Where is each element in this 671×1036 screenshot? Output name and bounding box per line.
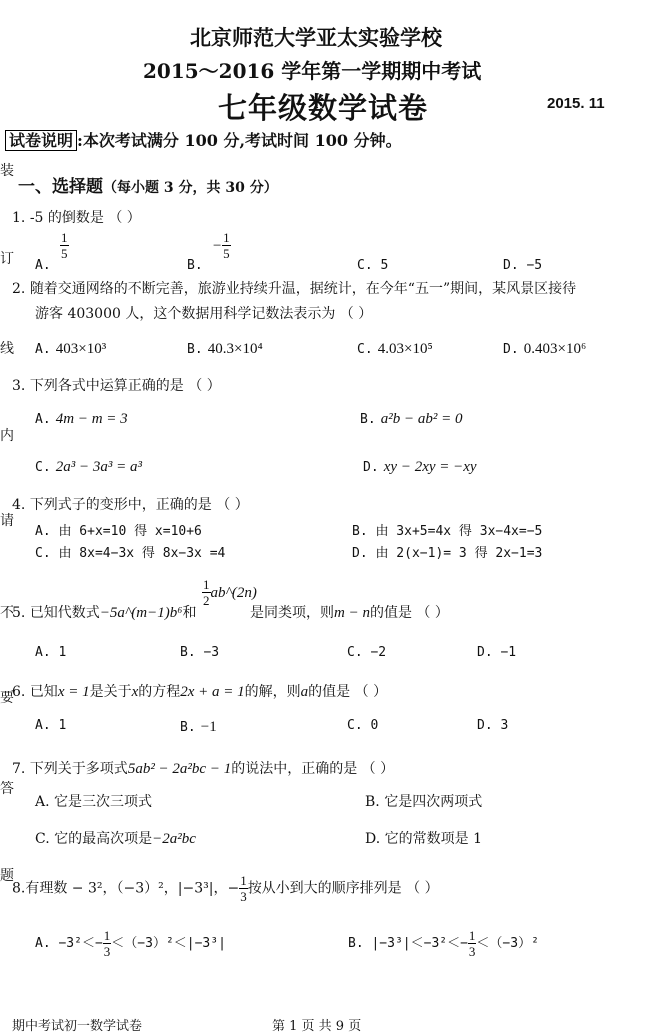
q5-fraction: $\frac{1}{2}$ ab^(2n) [203, 577, 257, 608]
q2-option-b: B. 40.3×10⁴ [187, 341, 263, 357]
q6-option-c: C. 0 [347, 718, 379, 733]
question-number: 1. [12, 210, 26, 226]
question-number: 3. [12, 378, 26, 394]
q5-expr-3: m − n [334, 605, 370, 621]
instructions-label: 试卷说明 [5, 130, 77, 151]
q4-option-b: B. 由 3x+5=4x 得 3x−4x=−5 [352, 524, 543, 539]
q6-expr-1: x = 1 [57, 684, 90, 700]
q6-option-d: D. 3 [477, 718, 509, 733]
q1-option-b-fraction: − $\frac{1}{5}$ [212, 230, 230, 261]
instructions [5, 128, 402, 151]
side-mark: 不 [0, 605, 14, 621]
question-number: 4. [12, 497, 26, 513]
question-number: 7. [12, 761, 26, 777]
question-number: 8. [12, 880, 26, 897]
exam-date: 2015. 11 [547, 95, 605, 112]
q5-option-a: A. 1 [35, 645, 67, 660]
q1-option-b: B. [187, 258, 203, 273]
q7-option-a: A. 它是三次三项式 [35, 794, 153, 810]
question-number: 6. [12, 684, 26, 700]
side-mark: 要 [0, 690, 14, 706]
q2-option-d: D. 0.403×10⁶ [503, 341, 587, 357]
side-mark: 请 [0, 513, 14, 529]
q2-option-a: A. 403×10³ [35, 341, 107, 357]
q6-option-b: B. −1 [180, 719, 217, 735]
question-text: 下列式子的变形中，正确的是 （ ） [29, 497, 249, 513]
question-number: 2. [12, 281, 26, 297]
q3-option-c: C. 2a³ − 3a³ = a³ [35, 459, 142, 475]
question-7: 7. 下列关于多项式5ab² − 2a²bc − 1的说法中，正确的是 （ ） [12, 761, 395, 777]
q2-option-c: C. 4.03×10⁵ [357, 341, 433, 357]
q1-option-c: C. 5 [357, 258, 389, 273]
q1-option-a: A. [35, 258, 51, 273]
question-8: 8.有理数 − 3²，（−3）²，|−3³|，− $\frac{1}{3}$ 按从小到大的顺序排列是 （ ） [12, 873, 439, 904]
q5-option-b: B. −3 [180, 645, 220, 660]
question-1 [12, 207, 141, 227]
q4-option-a: A. 由 6+x=10 得 x=10+6 [35, 524, 202, 539]
exam-term: 2015～2016 学年第一学期期中考试 [143, 59, 482, 83]
q6-expr-4: a [300, 684, 309, 700]
q3-option-d: D. xy − 2xy = −xy [363, 459, 477, 475]
footer-left: 期中考试初一数学试卷 [12, 1019, 143, 1034]
q5-expr-1: −5a^(m−1)b⁶ [99, 605, 183, 621]
q7-option-c: C. 它的最高次项是−2a²bc [35, 831, 196, 847]
q5-option-c: C. −2 [347, 645, 387, 660]
question-2 [12, 278, 576, 298]
section-title [18, 172, 278, 197]
q7-option-b: B. 它是四次两项式 [365, 794, 483, 810]
q6-expr-2: x [131, 684, 139, 700]
question-3 [12, 375, 221, 395]
question-4 [12, 494, 249, 514]
question-2-line2: 游客 403000 人，这个数据用科学记数法表示为 （ ） [35, 306, 373, 322]
question-text: 下列各式中运算正确的是 （ ） [29, 378, 221, 394]
q6-option-a: A. 1 [35, 718, 67, 733]
side-mark: 线 [0, 341, 14, 357]
q5-option-d: D. −1 [477, 645, 517, 660]
q1-option-d: D. −5 [503, 258, 543, 273]
side-mark: 答 [0, 781, 14, 797]
q8-option-a: A. −3²＜− $\frac{1}{3}$ ＜（−3）²＜|−3³| [35, 928, 226, 959]
school-name: 北京师范大学亚太实验学校 [190, 25, 442, 50]
q4-option-c: C. 由 8x=4−3x 得 8x−3x =4 [35, 546, 226, 561]
q8-fraction: $\frac{1}{3}$ [240, 873, 247, 904]
q5-expr-2: ab^(2n) [210, 585, 257, 601]
q1-option-a-fraction: $\frac{1}{5}$ [61, 230, 68, 261]
q7-option-d: D. 它的常数项是 1 [365, 831, 482, 847]
side-mark: 装 [0, 163, 14, 179]
question-5-rest: 是同类项，则m − n的值是 （ ） [250, 605, 449, 621]
question-text: 随着交通网络的不断完善，旅游业持续升温，据统计，在今年“五一”期间，某风景区接待 [29, 281, 577, 297]
q3-option-a: A. 4m − m = 3 [35, 411, 128, 427]
question-text: -5 的倒数是 （ ） [29, 210, 141, 226]
side-mark: 题 [0, 868, 14, 884]
q6-expr-3: 2x + a = 1 [180, 684, 245, 700]
question-6: 6. 已知x = 1是关于x的方程2x + a = 1的解，则a的值是 （ ） [12, 684, 388, 700]
question-number: 5. [12, 605, 26, 621]
footer-page: 第 1 页 共 9 页 [272, 1019, 362, 1034]
q7-expr: 5ab² − 2a²bc − 1 [127, 761, 232, 777]
page-title: 七年级数学试卷 [218, 91, 429, 125]
section-note: （每小题 3 分，共 30 分） [103, 180, 278, 196]
q8-option-b: B. |−3³|＜−3²＜− $\frac{1}{3}$ ＜（−3）² [348, 928, 539, 959]
instructions-text: :本次考试满分 100 分,考试时间 100 分钟。 [77, 131, 402, 150]
section-heading: 一、选择题 [18, 177, 103, 197]
q3-option-b: B. a²b − ab² = 0 [360, 411, 463, 427]
side-mark: 订 [0, 251, 14, 267]
side-mark: 内 [0, 428, 14, 444]
question-5: 5. 已知代数式−5a^(m−1)b⁶和 [12, 605, 197, 621]
q4-option-d: D. 由 2(x−1)= 3 得 2x−1=3 [352, 546, 543, 561]
